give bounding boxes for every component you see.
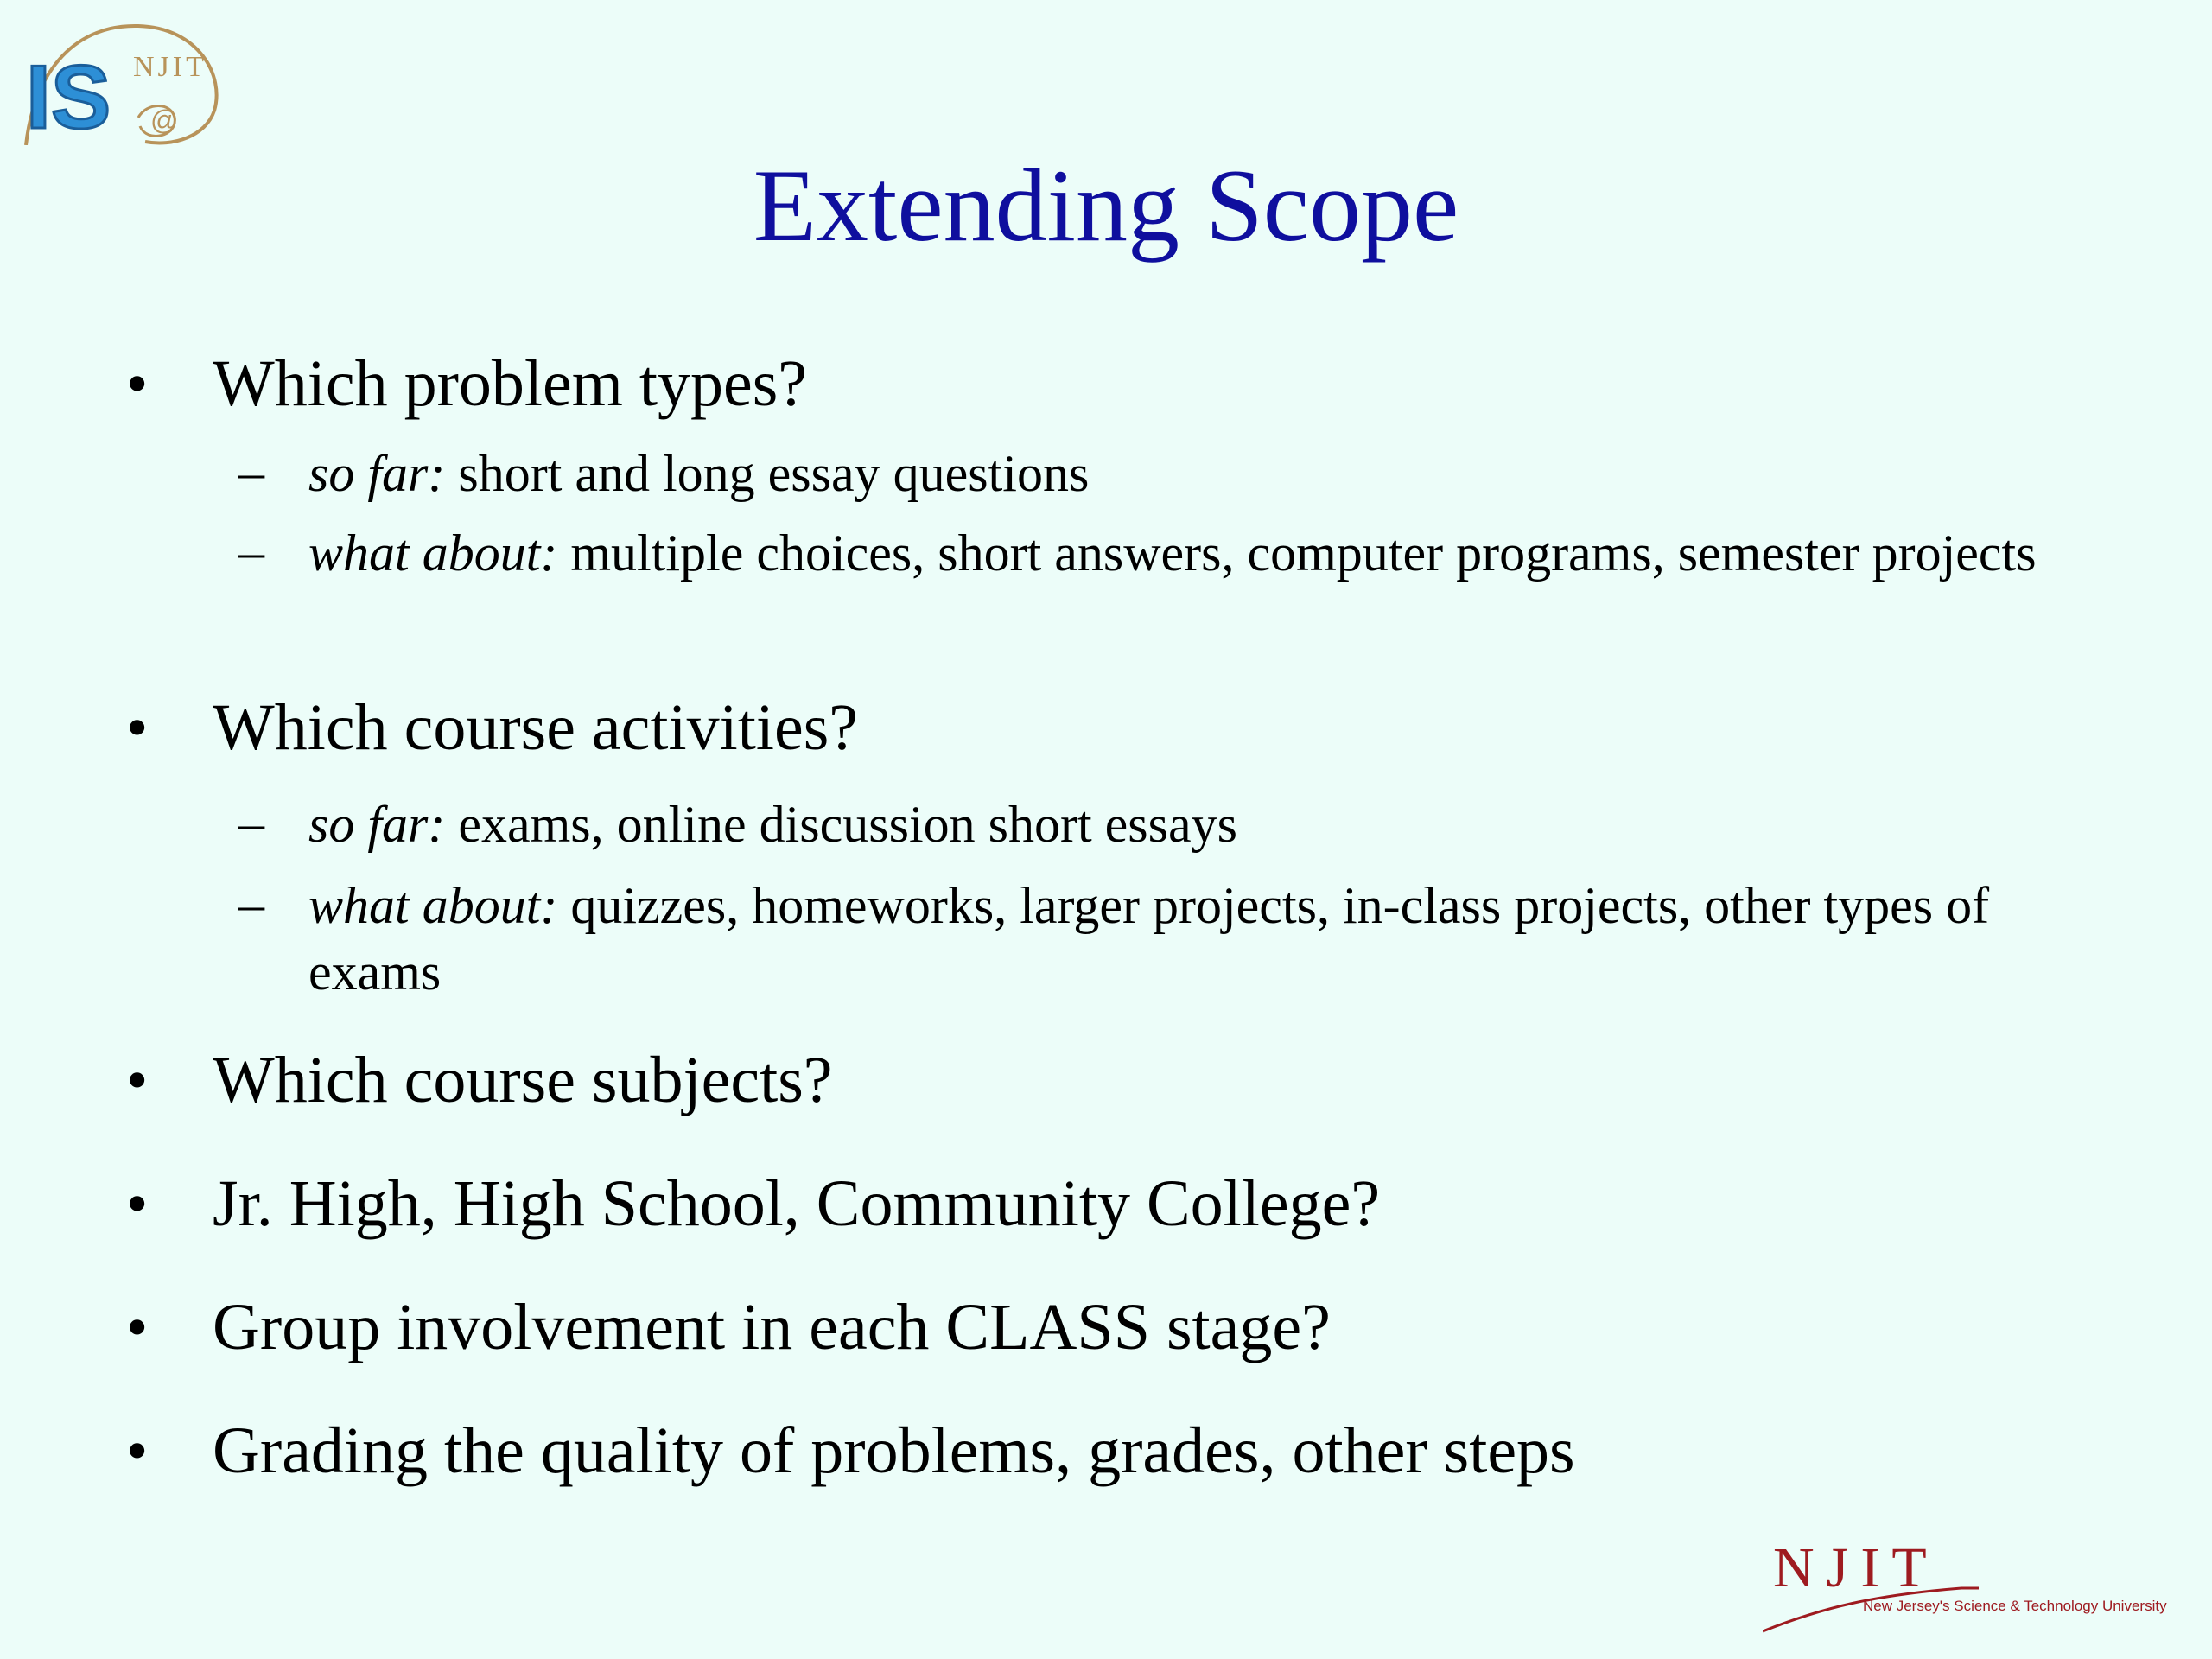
sub-bullet-marker: – (238, 443, 264, 500)
is-logo-at: @ (150, 105, 179, 136)
njit-logo-name: NJIT (1773, 1536, 1939, 1599)
bullet-marker: • (126, 1416, 149, 1485)
is-logo-letters: IS (26, 48, 111, 145)
sub-bullet-rest: multiple choices, short answers, computer programs, semester projects (557, 524, 2037, 582)
sub-bullet-marker: – (238, 875, 264, 932)
bullet-marker: • (126, 1169, 149, 1238)
bullet-text: Group involvement in each CLASS stage? (213, 1291, 1331, 1363)
slide-title: Extending Scope (753, 148, 1459, 263)
bullet-text: Which course subjects? (213, 1044, 833, 1116)
bullet-text: Grading the quality of problems, grades, other steps (213, 1414, 1575, 1487)
sub-bullet-marker: – (238, 794, 264, 851)
is-logo-superscript: NJIT (133, 51, 207, 83)
bullet-marker: • (126, 349, 149, 418)
sub-bullet-lead: so far: (308, 445, 446, 502)
njit-logo-tagline: New Jersey's Science & Technology University (1863, 1598, 2167, 1614)
bullet-marker: • (126, 1046, 149, 1115)
bullet-text: Which problem types? (213, 347, 808, 420)
sub-bullet-marker: – (238, 523, 264, 580)
bullet-text: Jr. High, High School, Community College? (213, 1167, 1381, 1240)
bullet-text: Which course activities? (213, 691, 859, 764)
sub-bullet-rest: quizzes, homeworks, larger projects, in-class projects, other types of exams (308, 877, 1990, 1001)
sub-bullet-rest: exams, online discussion short essays (445, 796, 1237, 853)
sub-bullet-text (308, 441, 2123, 507)
sub-bullet-lead: what about: (308, 877, 558, 934)
sub-bullet-text (308, 520, 2123, 587)
sub-bullet-text (308, 791, 2123, 858)
sub-bullet-rest: short and long essay questions (445, 445, 1090, 502)
bullet-marker: • (126, 693, 149, 762)
sub-bullet-lead: so far: (308, 796, 446, 853)
bullet-marker: • (126, 1293, 149, 1362)
njit-logo (1763, 1529, 2195, 1633)
is-njit-logo (17, 16, 225, 145)
sub-bullet-text (308, 873, 2123, 1006)
sub-bullet-lead: what about: (308, 524, 558, 582)
